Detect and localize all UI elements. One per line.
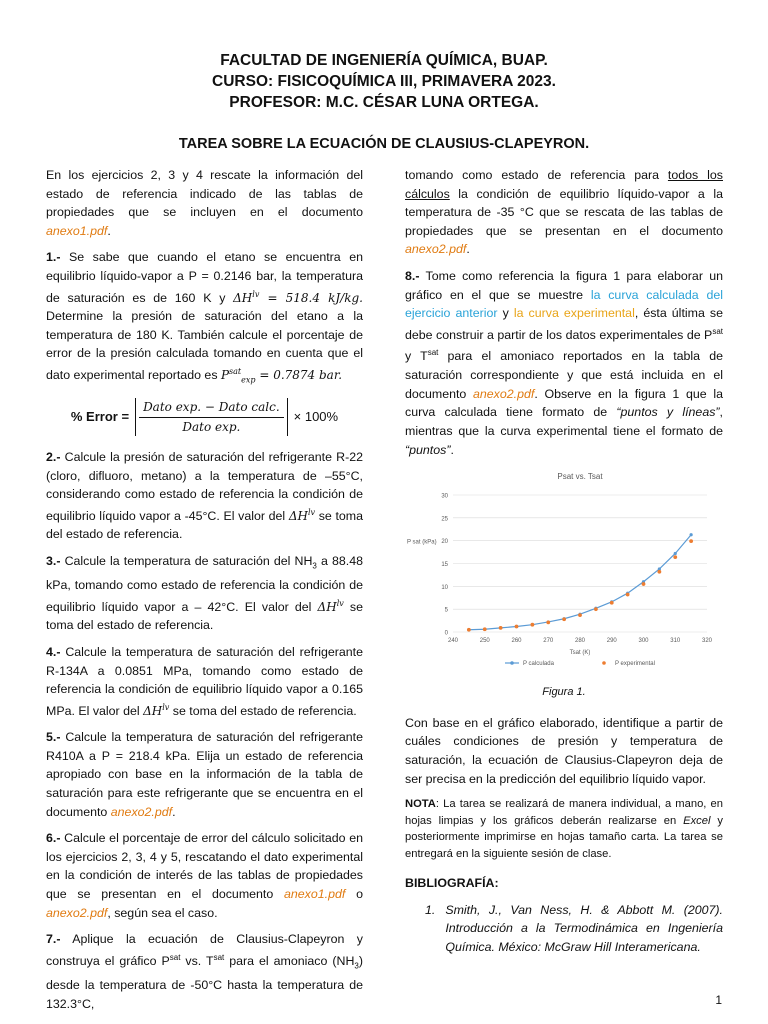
data-point-experimental [626,593,630,597]
data-point-experimental [546,621,550,625]
doc-link-anexo2: anexo2.pdf [110,804,173,819]
y-tick-label: 5 [444,607,448,614]
x-axis-label: Tsat (K) [569,650,591,657]
figure-1-chart [405,467,723,679]
chart-title: Psat vs. Tsat [557,472,603,482]
exercise-7-part1: 7.- Aplique la ecuación de Clausius-Clapeyron y construya el gráfico $P^{sat}$ vs. $T^{sat}$ para el amoniaco $(NH_3)$ desde la temperatura de -50°C hasta la temperatura de 132.3°C, [46,932,364,1011]
doc-link-anexo2: anexo2.pdf [46,905,108,920]
x-tick-label: 260 [511,638,522,645]
left-column [46,166,363,1013]
intro-paragraph: En los ejercicios 2, 3 y 4 rescate la información del estado de referencia indicado de las tablas de propiedades que se incluyen en el documento anexo1.pdf. [46,168,363,238]
legend-label-experimental: P experimental [615,661,655,668]
data-point-experimental [467,628,471,632]
bibliography-entry: 1. Smith, J., Van Ness, H. & Abbott M. (2007). Introducción a la Termodinámica en Ingeniería Química. México: McGraw Hill Interamericana. [425,902,723,954]
header-faculty: FACULTAD DE INGENIERÍA QUÍMICA, BUAP. [220,52,548,69]
exercise-4: 4.- Calcule la temperatura de saturación del refrigerante R-134A a 0.0851 MPa, tomando como estado de referencia la condición de equilibrio líquido vapor a 0.165 MPa. El valor del $\Delta H^{lv}$ se toma del estado de referencia. [46,644,363,718]
formula-rhs: × 100% [293,408,339,424]
exercise-8: 8.- Tome como referencia la figura 1 para elaborar un gráfico en el que se muestre la curva calculada del ejercicio anterior y la curva experimental, ésta última se debe construir a partir de los datos experimentales de $P^{sat}$ y $T^{sat}$ para el amoniaco reportados en la tabla de saturación correspondiente y que está incluida en el documento anexo2.pdf. Observe en la figura 1 que la curva calculada tiene formato de “puntos y líneas”, mientras que la curva experimental tiene el formato de “puntos”. [405,268,724,457]
y-tick-label: 0 [444,630,448,637]
x-tick-label: 310 [670,638,681,645]
legend-marker-calculada [510,661,514,665]
x-tick-label: 270 [543,638,554,645]
y-axis-label: P sat (kPa) [407,539,437,546]
data-point-experimental [562,617,566,621]
x-tick-label: 240 [447,638,459,645]
page-number: 1 [715,993,722,1007]
doc-link-anexo1: anexo1.pdf [284,887,346,902]
data-point-experimental [483,628,487,632]
data-point-experimental [530,623,534,627]
legend-marker-experimental [602,661,606,665]
doc-link-anexo1: anexo1.pdf [46,223,108,238]
figure-caption: Figura 1. [542,686,586,699]
data-point-experimental [578,613,582,617]
y-tick-label: 30 [441,493,448,500]
data-point-experimental [673,555,677,559]
x-tick-label: 280 [574,638,586,645]
conclusion-paragraph: Con base en el gráfico elaborado, identifique a partir de cuáles condiciones de presión y temperatura de saturación, la ecuación de Clausius-Clapeyron deja de ser precisa en la predicción del equilibrio líquido vapor. [405,715,723,786]
data-point-calculada [690,533,693,536]
exercise-2: 2.- Calcule la presión de saturación del refrigerante R-22 (cloro, difluoro, metano) a la temperatura de –55°C, considerando como estado de referencia la condición de equilibrio líquido vapor a -45°C. El valor del $\Delta H^{lv}$ se toma del estado de referencia. [46,450,363,542]
bibliography-title: BIBLIOGRAFÍA: [405,876,499,891]
header-professor: PROFESOR: M.C. CÉSAR LUNA ORTEGA. [229,94,539,111]
data-point-experimental [594,607,598,611]
data-point-experimental [657,570,661,574]
data-point-calculada [674,552,677,555]
data-point-experimental [499,626,503,630]
doc-link-anexo2: anexo2.pdf [473,386,535,401]
right-column [405,166,723,957]
x-tick-label: 250 [479,638,490,645]
exercise-1: 1.- Se sabe que cuando el etano se encuentra en equilibrio líquido-vapor a P = 0.2146 bar, la temperatura de saturación es de 160 K y $\Delta H^{lv} = 518.4$ kJ/kg. Determine la presión de saturación del etano a la temperatura de 180 K. También calcule el porcentaje de error de la presión calculada tomando en cuenta que el dato experimental reportado es $P^{sat}_{exp} = 0.7874$ bar. [46,250,363,385]
exercise-3: 3.- Calcule la temperatura de saturación del $NH_3$ a 88.48 kPa, tomando como estado de referencia la condición de equilibrio líquido vapor a – 42°C. El valor del $\Delta H^{lv}$ se toma del estado de referencia. [46,554,364,633]
error-formula: % Error = $\frac{\text{Dato exp. − Dato calc.}}{\text{Dato exp.}}$ × 100% [46,398,363,436]
header-course: CURSO: FISICOQUÍMICA III, PRIMAVERA 2023. [212,73,556,90]
exercise-5: 5.- Calcule la temperatura de saturación del refrigerante R410A a P = 218.4 kPa. Elija un estado de referencia apropiado con base en la información de la tabla de saturación para este refrigerante que se encuentra en el documento anexo2.pdf. [46,730,363,819]
data-point-experimental [642,582,646,586]
y-tick-label: 25 [441,516,448,523]
data-point-experimental [689,539,693,543]
data-point-experimental [515,625,519,629]
exercise-6: 6.- Calcule el porcentaje de error del cálculo solicitado en los ejercicios 2, 3, 4 y 5, rescatando el dato experimental en la condición de interés de las tablas de propiedades que se presentan en el documento anexo1.pdf o anexo2.pdf, según sea el caso. [46,831,363,920]
page-title: TAREA SOBRE LA ECUACIÓN DE CLAUSIUS-CLAPEYRON. [178,136,590,152]
doc-link-anexo2: anexo2.pdf [405,242,467,257]
x-tick-label: 300 [638,638,649,645]
data-point-experimental [610,601,614,605]
y-tick-label: 10 [441,584,448,591]
formula-lhs: % Error = [70,408,130,424]
x-tick-label: 290 [606,638,617,645]
nota-paragraph: NOTA: La tarea se realizará de manera individual, a mano, en hojas limpias y los gráficos deberán realizarse en Excel y posteriormente imprimirse en hojas tamaño carta. La tarea se entregará en la siguiente sesión de clase. [405,798,723,860]
y-tick-label: 20 [441,539,448,546]
exercise-7-part2: tomando como estado de referencia para todos los cálculos la condición de equilibrio líquido-vapor a la temperatura de -35 °C que se rescata de las tablas de propiedades que se presentan en el documento anexo2.pdf. [405,168,723,257]
legend-label-calculada: P calculada [523,661,554,668]
y-tick-label: 15 [441,562,448,569]
x-tick-label: 320 [701,638,713,645]
